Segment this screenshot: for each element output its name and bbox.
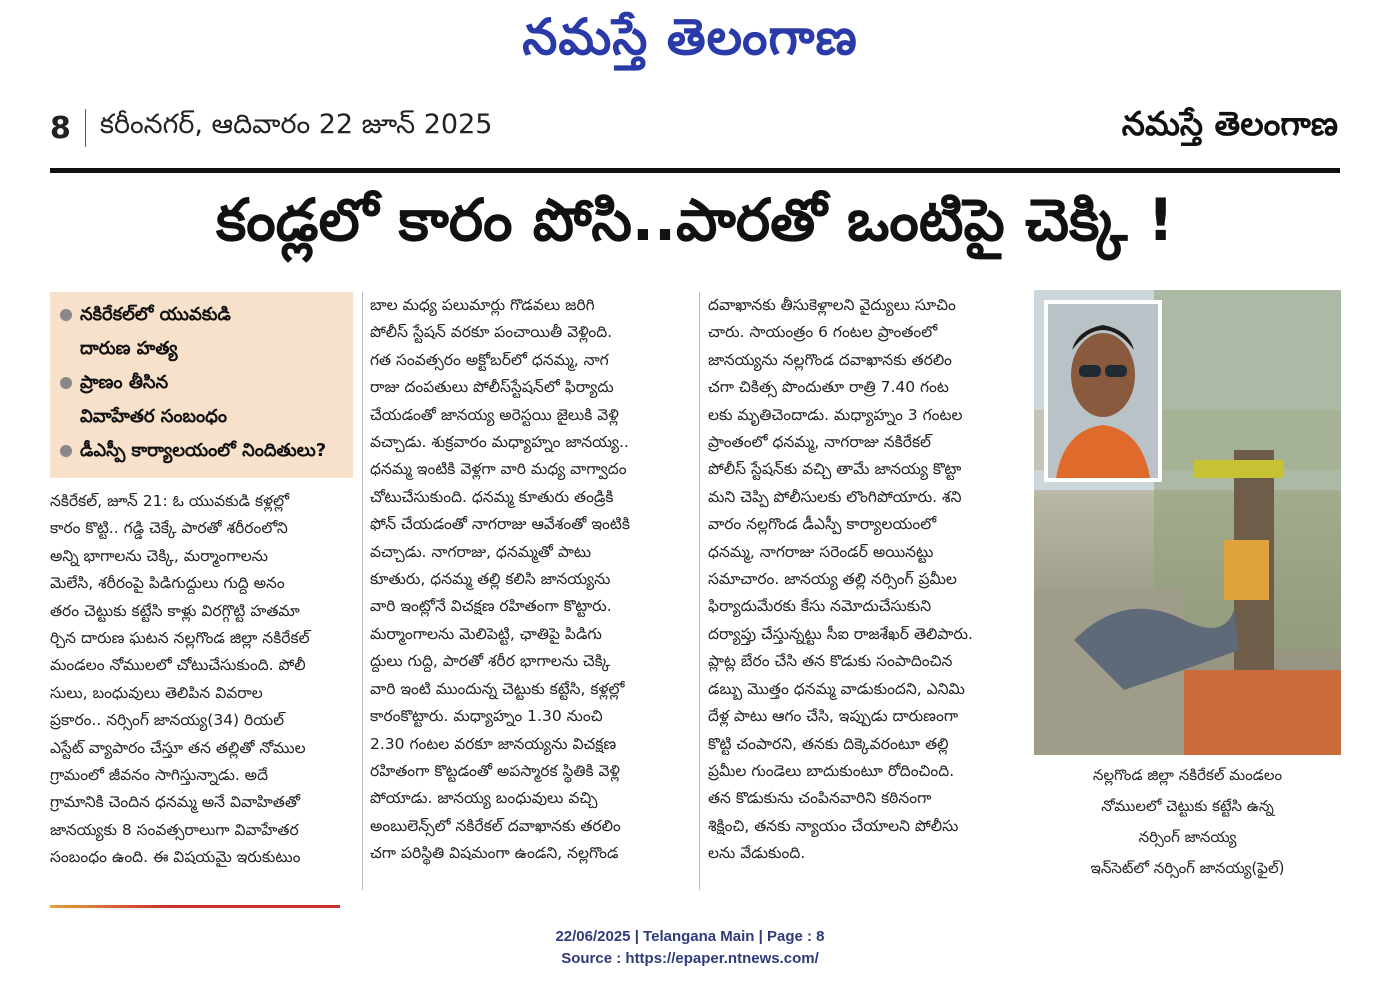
column-divider	[362, 292, 363, 890]
article-headline: కండ్లలో కారం పోసి..పారతో ఒంటిపై చెక్కి !	[215, 186, 1175, 254]
footer-edition: 22/06/2025 | Telangana Main | Page : 8	[555, 928, 825, 945]
footer-source: Source : https://epaper.ntnews.com/	[561, 950, 819, 967]
column-divider	[699, 292, 700, 890]
page-number: 8	[50, 110, 71, 146]
highlight-item	[58, 434, 345, 468]
highlight-text: నకిరేకల్‌లో యువకుడి దారుణ హత్య	[80, 304, 231, 359]
highlight-item	[58, 298, 345, 366]
bullet-icon	[60, 445, 72, 457]
photo-caption: నల్లగొండ జిల్లా నకిరేకల్ మండలం నోములలో చెట్టుకు కట్టేసి ఉన్న నర్సింగ్ జానయ్య ఇన్‌సెట్‌లో నర్సింగ్ జానయ్య(ఫైల్)	[1090, 766, 1285, 877]
highlights-box	[50, 292, 353, 478]
highlight-item	[58, 366, 345, 434]
news-photo-illustration	[1034, 290, 1341, 755]
bullet-icon	[60, 309, 72, 321]
dateline-text: కరీంనగర్, ఆదివారం 22 జూన్ 2025	[99, 109, 493, 140]
masthead-title: నమస్తే తెలంగాణ	[522, 8, 858, 66]
highlight-text: డీఎస్పీ కార్యాలయంలో నిందితులు?	[80, 440, 327, 461]
article-column-1: నకిరేకల్, జూన్ 21: ఓ యువకుడి కళ్లల్లో కారం కొట్టి.. గడ్డి చెక్కే పారతో శరీరంలోని అన్ని భాగాలను చెక్కి, మర్మాంగాలను మెలేసి, శరీరంపై పిడిగుద్దులు గుద్ది అనం తరం చెట్టుకు కట్టేసి కాళ్లు విరగ్గొట్టి హతమా ర్చిన దారుణ ఘటన నల్లగొండ జిల్లా నకిరేకల్ మండలం నోములలో చోటుచేసుకుంది. పోలీ సులు, బంధువులు తెలిపిన వివరాల ప్రకారం.. నర్సింగ్ జానయ్య(34) రియల్ ఎస్టేట్ వ్యాపారం చేస్తూ తన తల్లితో నోముల గ్రామంలో జీవనం సాగిస్తున్నాడు. అదే గ్రామానికి చెందిన ధనమ్మ అనే వివాహితతో జానయ్యకు 8 సంవత్సరాలుగా వివాహేతర సంబంధం ఉంది. ఈ విషయమై ఇరుకుటుం	[50, 492, 310, 867]
dateline-divider	[85, 109, 86, 147]
brand-logo-right: నమస్తే తెలంగాణ	[1121, 104, 1338, 143]
highlight-text: ప్రాణం తీసిన వివాహేతర సంబంధం	[80, 372, 227, 427]
article-column-3: దవాఖానకు తీసుకెళ్లాలని వైద్యులు సూచిం చారు. సాయంత్రం 6 గంటల ప్రాంతంలో జానయ్యను నల్లగొండ దవాఖానకు తరలిం చగా చికిత్స పొందుతూ రాత్రి 7.40 గంట లకు మృతిచెందాడు. మధ్యాహ్నం 3 గంటల ప్రాంతంలో ధనమ్మ, నాగరాజు నకిరేకల్ పోలీస్ స్టేషన్‌కు వచ్చి తామే జానయ్య కొట్టా మని చెప్పి పోలీసులకు లొంగిపోయారు. శని వారం నల్లగొండ డీఎస్పీ కార్యాలయంలో ధనమ్మ, నాగరాజు సరెండర్ అయినట్టు సమాచారం. జానయ్య తల్లి నర్సింగ్ ప్రమీల ఫిర్యాదుమేరకు కేసు నమోదుచేసుకుని దర్యాప్తు చేస్తున్నట్టు సీఐ రాజశేఖర్ తెలిపారు. ప్లాట్ల బేరం చేసి తన కొడుకు సంపాదించిన డబ్బు మొత్తం ధనమ్మ వాడుకుందని, ఎనిమి దేళ్ల పాటు ఆగం చేసి, ఇప్పుడు దారుణంగా కొట్టి చంపారని, తనకు దిక్కెవరంటూ తల్లి ప్రమీల గుండెలు బాదుకుంటూ రోదించింది. తన కొడుకును చంపినవారిని కఠినంగా శిక్షించి, తనకు న్యాయం చేయాలని పోలీసు లను వేడుకుంది.	[708, 296, 973, 863]
bullet-icon	[60, 377, 72, 389]
page-footer	[0, 926, 1380, 970]
header-rule	[50, 168, 1340, 173]
article-column-2: బాల మధ్య పలుమార్లు గొడవలు జరిగి పోలీస్ స్టేషన్ వరకూ పంచాయితీ వెళ్లింది. గత సంవత్సరం అక్టోబర్‌లో ధనమ్మ, నాగ రాజు దంపతులు పోలీస్‌స్టేషన్‌లో ఫిర్యాదు చేయడంతో జానయ్య అరెస్టయి జైలుకి వెళ్లి వచ్చాడు. శుక్రవారం మధ్యాహ్నం జానయ్య.. ధనమ్మ ఇంటికి వెళ్లగా వారి మధ్య వాగ్వాదం చోటుచేసుకుంది. ధనమ్మ కూతురు తండ్రికి ఫోన్ చేయడంతో నాగరాజు ఆవేశంతో ఇంటికి వచ్చాడు. నాగరాజు, ధనమ్మతో పాటు కూతురు, ధనమ్మ తల్లి కలిసి జానయ్యను వారి ఇంట్లోనే విచక్షణ రహితంగా కొట్టారు. మర్మాంగాలను మెలిపెట్టి, ఛాతిపై పిడిగు ద్దులు గుద్ది, పారతో శరీర భాగాలను చెక్కి వారి ఇంటి ముందున్న చెట్టుకు కట్టేసి, కళ్లల్లో కారంకొట్టారు. మధ్యాహ్నం 1.30 నుంచి 2.30 గంటల వరకూ జానయ్యను విచక్షణ రహితంగా కొట్టడంతో అపస్మారక స్థితికి వెళ్లి పోయాడు. జానయ్య బంధువులు వచ్చి అంబులెన్స్‌లో నకిరేకల్ దవాఖానకు తరలిం చగా పరిస్థితి విషమంగా ఉండని, నల్లగొండ	[370, 296, 630, 863]
news-photo	[1034, 290, 1341, 755]
dateline	[50, 106, 492, 150]
footer-rule	[50, 905, 340, 908]
